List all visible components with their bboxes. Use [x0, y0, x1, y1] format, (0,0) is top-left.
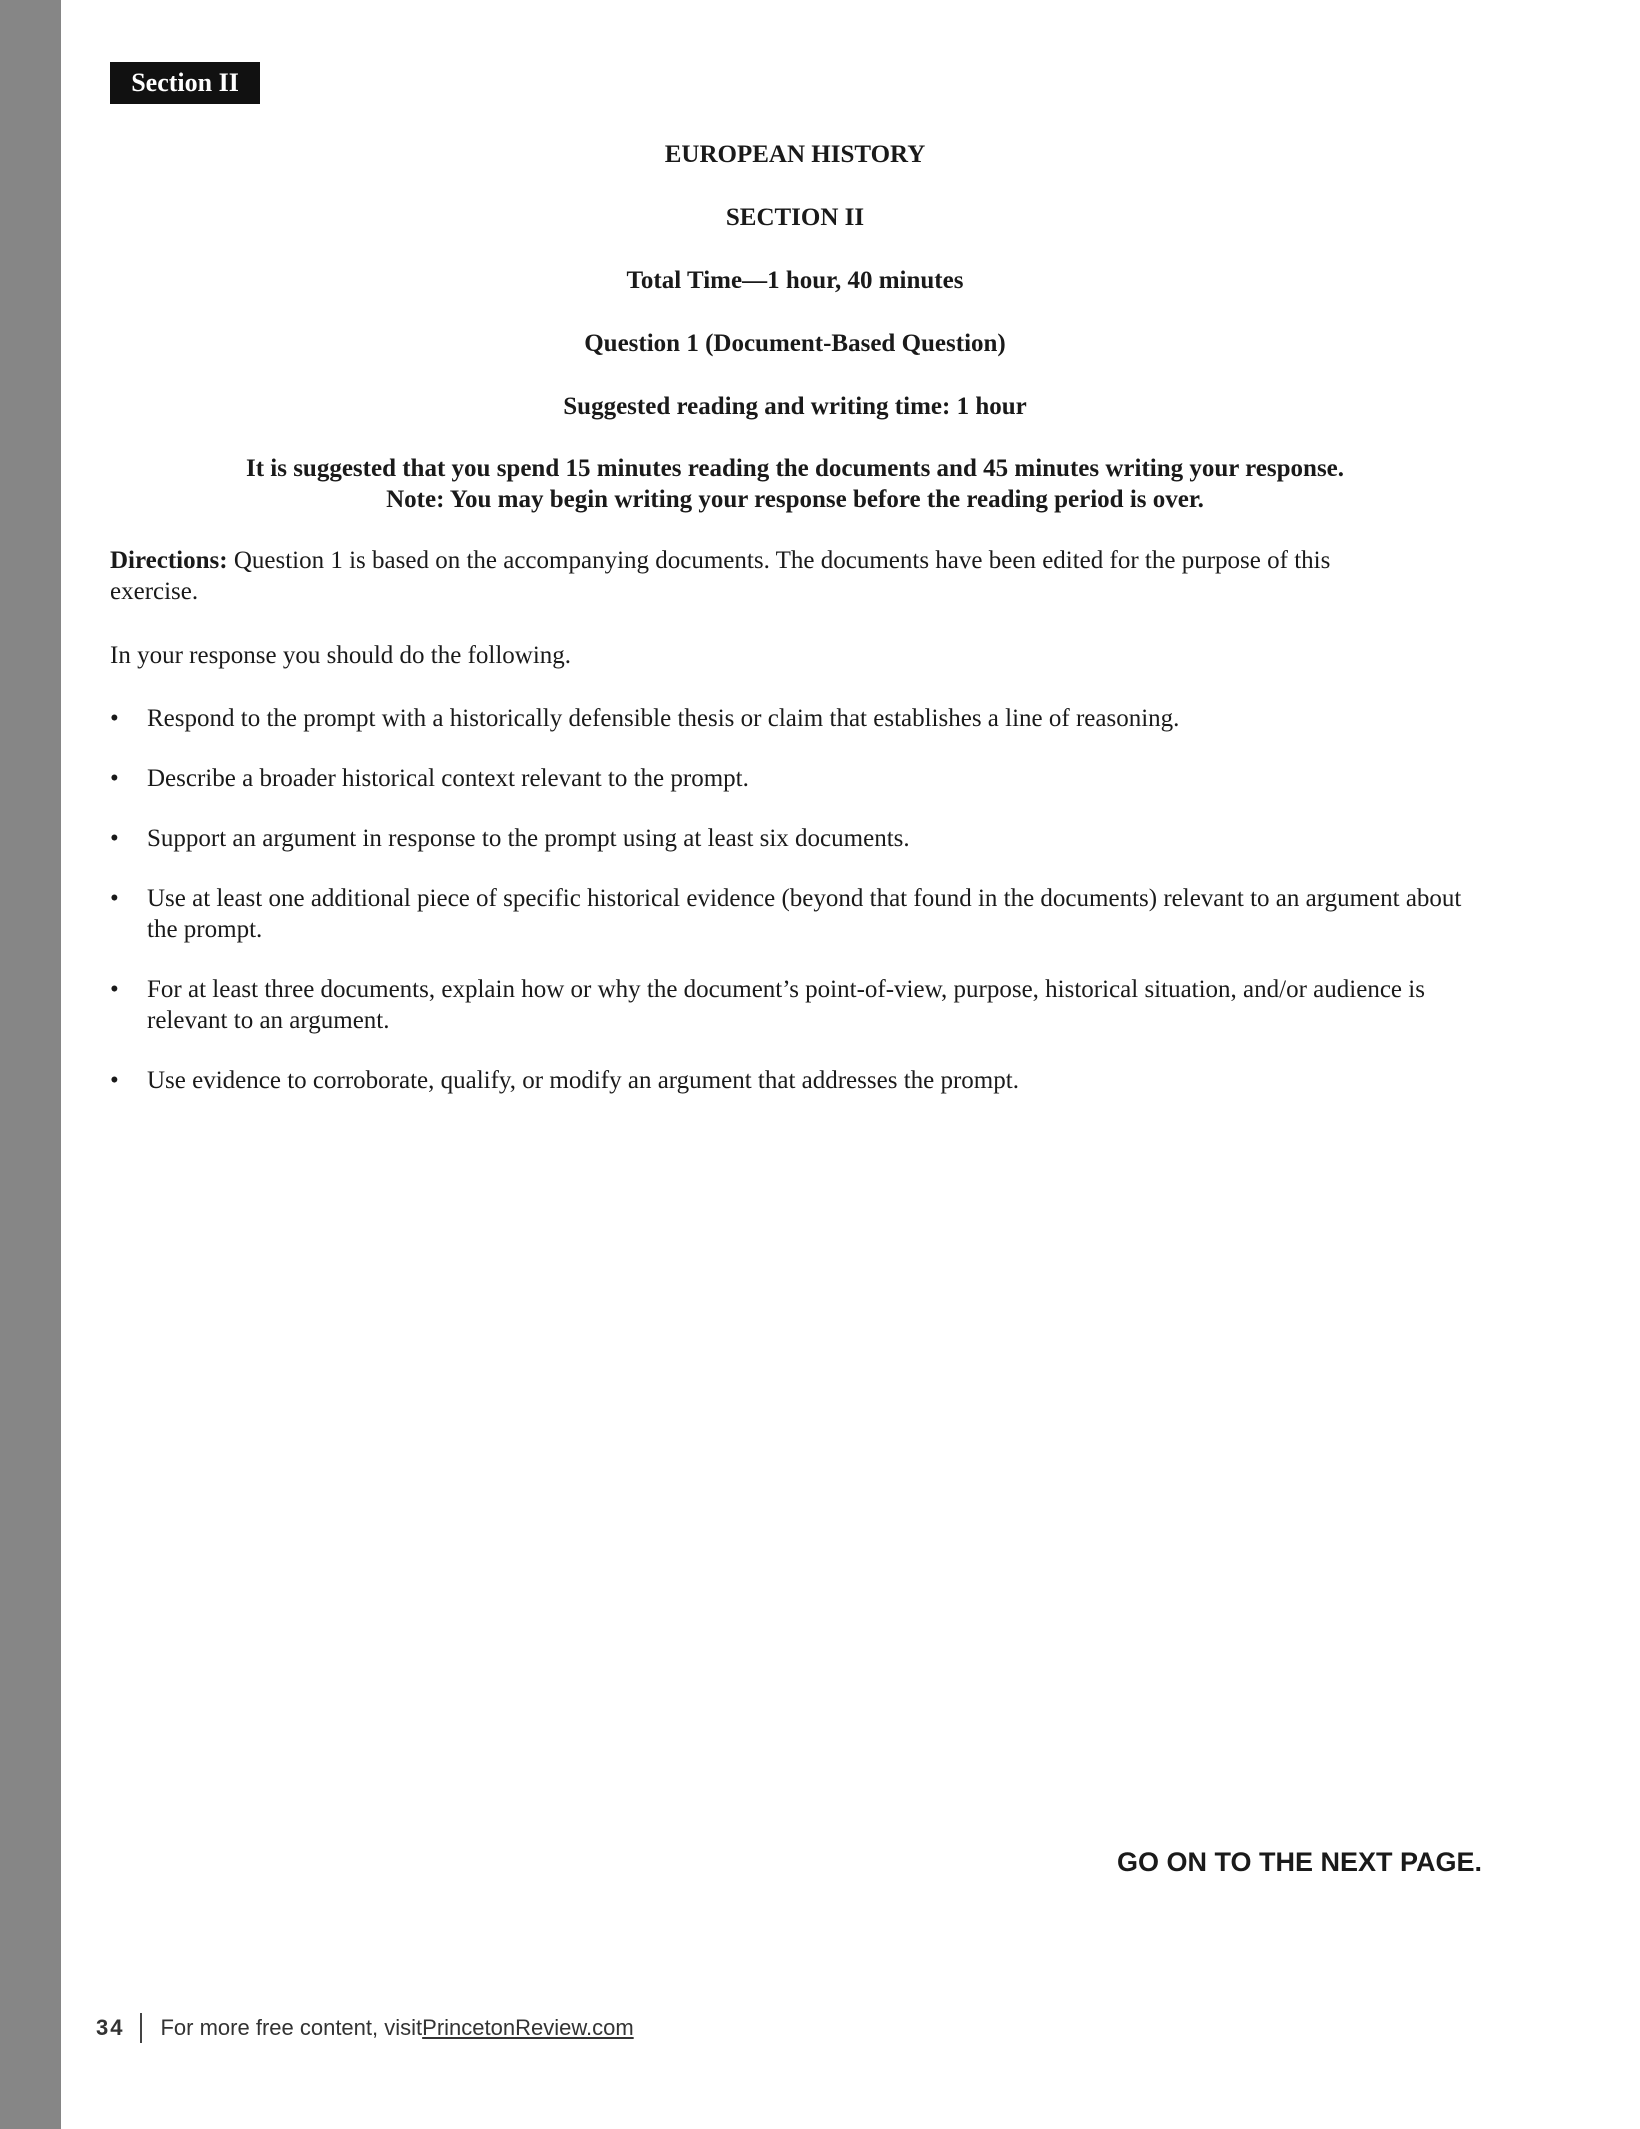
bullet-mark: •: [110, 765, 119, 792]
list-item: [110, 1065, 1490, 1096]
bullet-text: Support an argument in response to the prompt using at least six documents.: [147, 825, 910, 852]
total-time-heading: Total Time—1 hour, 40 minutes: [626, 267, 964, 294]
page-footer: [96, 2012, 634, 2044]
directions-paragraph: [110, 545, 1340, 607]
bullet-text: For at least three documents, explain how or why the document’s point-of-view, purpose, historical situation, and/or audience is relevant to an argument.: [147, 976, 1425, 1034]
bullet-text: Describe a broader historical context relevant to the prompt.: [147, 765, 749, 792]
suggestion-line-2: Note: You may begin writing your response before the reading period is over.: [386, 486, 1204, 513]
bullet-mark: •: [110, 1067, 119, 1094]
directions-label: Directions:: [110, 547, 228, 574]
section-heading: SECTION II: [725, 204, 865, 231]
list-item: [110, 763, 1490, 794]
next-page-notice: GO ON TO THE NEXT PAGE.: [1116, 1847, 1482, 1877]
requirements-list: [110, 703, 1490, 1125]
bullet-mark: •: [110, 705, 119, 732]
list-item: [110, 703, 1490, 734]
suggestion-line-1: It is suggested that you spend 15 minutes reading the documents and 45 minutes writing your response.: [245, 455, 1345, 482]
bullet-mark: •: [110, 885, 119, 912]
side-bar: [0, 0, 61, 2129]
bullet-mark: •: [110, 825, 119, 852]
bullet-mark: •: [110, 976, 119, 1003]
list-item: [110, 883, 1490, 945]
section-tab: Section II: [110, 62, 260, 104]
page-number: 34: [96, 2015, 125, 2040]
footer-link[interactable]: PrincetonReview.com: [422, 2015, 634, 2040]
list-item: [110, 823, 1490, 854]
bullet-text: Use at least one additional piece of specific historical evidence (beyond that found in the documents) relevant to an argument about the prompt.: [147, 885, 1462, 943]
footer-divider: [140, 2013, 142, 2043]
bullet-text: Use evidence to corroborate, qualify, or modify an argument that addresses the prompt.: [147, 1067, 1019, 1094]
question-heading: Question 1 (Document-Based Question): [584, 330, 1006, 357]
suggested-time-heading: Suggested reading and writing time: 1 hour: [563, 393, 1027, 420]
bullet-text: Respond to the prompt with a historically defensible thesis or claim that establishes a line of reasoning.: [147, 705, 1180, 732]
list-item: [110, 974, 1490, 1036]
intro-text: In your response you should do the following.: [110, 642, 572, 669]
footer-text: For more free content, visit: [160, 2015, 423, 2040]
subject-heading: EUROPEAN HISTORY: [664, 141, 926, 168]
directions-text: Question 1 is based on the accompanying documents. The documents have been edited for the purpose of this exercise.: [110, 547, 1331, 605]
